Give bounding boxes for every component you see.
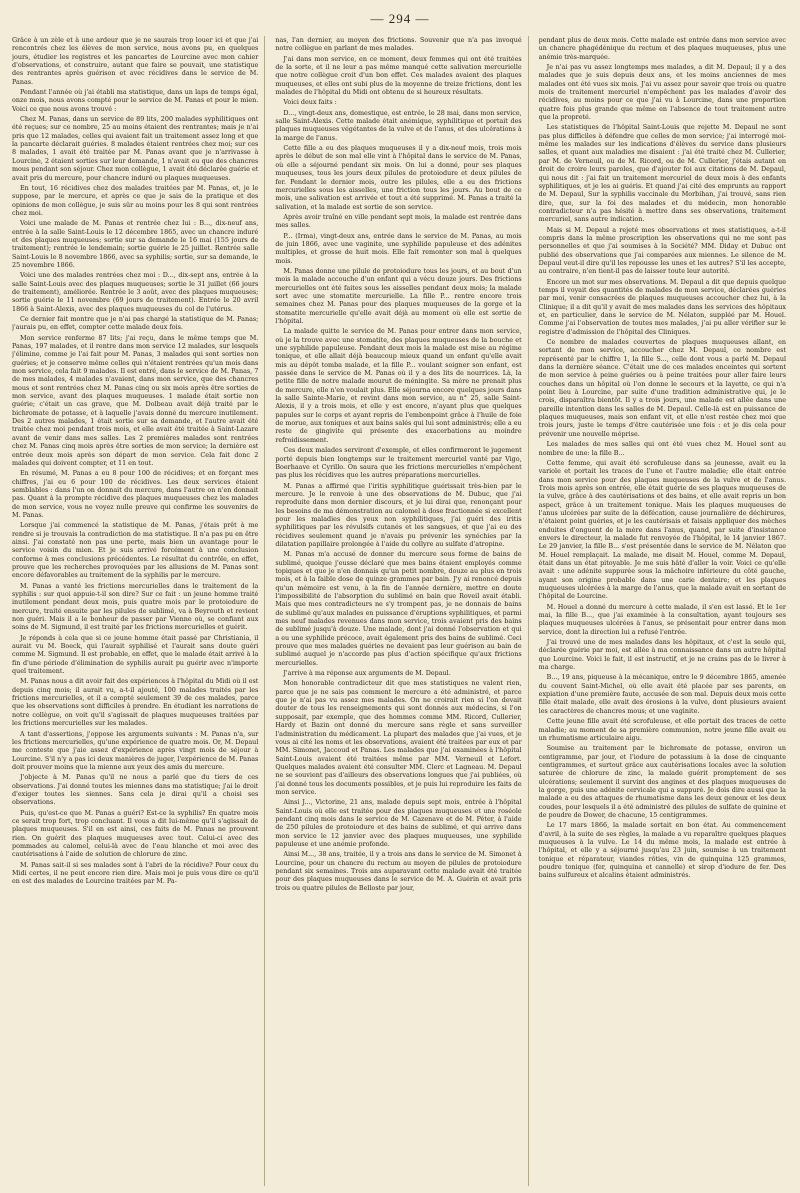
paragraph: Je n'ai pas vu assez longtemps mes malades, a dit M. Depaul; il y a des malades que je suis depuis deux ans, et les moins anciennes de mes malades ont été vues six mois. J'ai vu assez pour savoir que trois ou quatre mois de traitement mercuriel n'empêchent pas les malades d'avoir des récidives, au moins pour ce que j'ai vu à Lourcine, dans une proportion quatre fois plus grande que même en l'absence de tout traitement autre que la propreté. (538, 63, 786, 122)
paragraph: En tout, 16 récidives chez des malades traitées par M. Panas, et, je le suppose, par le mercure, et après ce que je sais de la pratique et des opinions de mon collègue, je suis sûr au moins pour les 8 qui sont rentrées chez moi. (12, 183, 259, 217)
text-columns (12, 36, 792, 1186)
page-number: — 294 — (370, 11, 430, 26)
paragraph: Lorsque j'ai commencé la statistique de M. Panas, j'étais prêt à me rendre si je trouvais la contradiction de ma statistique. Il n'a pas pu en être ainsi. J'ai constaté non pas une perte, mais bien un avantage pour le service voisin du mien. Et je suis arrivé forcément à une conclusion conforme à mes conclusions précédentes. Le résultat du contrôle, en effet, prouve que les recherches provoquées par les allusions de M. Panas sont encore défavorables au traitement de la syphilis par le mercure. (12, 521, 259, 580)
paragraph: Cette fille a eu des plaques muqueuses il y a dix-neuf mois, trois mois après le début de son mal elle vint à l'hôpital dans le service de M. Panas, où elle a séjourné pendant six mois. On lui a donné, pour ses plaques muqueuses, tous les jours deux pilules de protoiodure et deux pilules de fer. Pendant le dernier mois, outre les pilules, elle a eu des frictions mercurielles sous les aisselles, une friction tous les jours. Au bout de ce mois, une salivation est arrivée et tout a été supprimé. M. Panas a traité la salivation, et la malade est sortie de son service. (275, 144, 522, 211)
paragraph: La malade quitte le service de M. Panas pour entrer dans mon service, où je la trouve avec une stomatite, des plaques muqueuses de la bouche et une syphilide papuleuse. Pendant deux mois la malade est mise au régime tonique, et elle allait déjà beaucoup mieux quand un enfant qu'elle avait mis au dépôt tomba malade, et la fille P... voulant soigner son enfant, est passée dans le service de M. Panas où il y a des lits de nourrices. Là, la petite fille de notre malade mourut de méningite. Sa mère ne prenait plus de mercure, elle n'en voulait plus. Elle séjourna encore quelques jours dans la salle Sainte-Marie, et revint dans mon service, au n° 25, salle Saint-Alexis, il y a trois mois, et elle y est encore, n'ayant plus que quelques papules sur le corps et ayant repris de l'embonpoint grâce à l'huile de foie de morue, aux toniques et aux bains salés qui lui sont administrés; elle a eu reste de gingivite qui présente des exacerbations au moindre refroidissement. (275, 327, 522, 444)
paragraph: Pendant l'année où j'ai établi ma statistique, dans un laps de temps égal, onze mois, nous avons compté pour le service de M. Panas et pour le mien. Voici ce que nous avons trouvé : (12, 88, 259, 113)
paragraph: Voici une malade de M. Panas et rentrée chez lui : B..., dix-neuf ans, entrée à la salle Saint-Louis le 12 décembre 1865, avec un chancre induré et des plaques muqueuses; sortie sur sa demande le 16 mai (155 jours de traitement); rentrée le lendemain; sortie guérie le 25 juillet. Rentrée salle Saint-Louis le 8 novembre 1866, avec sa syphilis; sortie, sur sa demande, le 25 novembre 1866. (12, 219, 259, 269)
paragraph: Ce nombre de malades couvertes de plaques muqueuses allant, en sortant de mon service, accoucher chez M. Depaul, ce nombre est représenté par le chiffre 1, la fille S..., celle dont vous a parlé M. Depaul dans la dernière séance. C'était une de ces malades enceintes qui sortent de mon service à peine guéries ou à peine traitées pour aller faire leurs couches dans un hôpital où l'on donne le secours et la layette, ce qui n'a point lieu à Lourcine, par suite d'une tradition administrative qui, je le crois, disparaîtra bientôt. Il y a trois jours, une malade est allée dans une pareille intention dans les salles de M. Depaul. Celle-là est en puissance de plaques muqueuses, mais son enfant vit, et elle n'est restée chez moi que trois jours, juste le temps d'être cautérisée une fois : et je dis cela pour prévenir une nouvelle méprise. (538, 338, 786, 438)
paragraph: A tant d'assertions, j'oppose les arguments suivants : M. Panas n'a, sur les frictions mercurielles, qu'une expérience de quatre mois. Or, M. Depaul me conteste que j'aie assez d'expérience après vingt mois de séjour à Lourcine. S'il n'y a pas ici deux manières de juger, l'expérience de M. Panas doit prouver moins que la mienne aux yeux des amis du mercure. (12, 729, 259, 771)
paragraph: M. Panas sait-il si ses malades sont à l'abri de la récidive? Pour ceux du Midi certes, il ne peut encore rien dire. Mais moi je puis vous dire ce qu'il en est des malades de Lourcine traitées par M. Pa- (12, 860, 259, 886)
paragraph: Grâce à un zèle et à une ardeur que je ne saurais trop louer ici et que j'ai rencontrés chez les élèves de mon service, nous avons pu, en quelques jours, étudier les registres et les pancartes de Lourcine avec mon cahier d'observations, et construire, autant que faire se pouvait, une statistique des rentrantes après guérison et avec récidives dans le service de M. Panas. (12, 36, 259, 86)
paragraph: Ainsi M..., 38 ans, traitée, il y a trois ans dans le service de M. Simonet à Lourcine, pour un chancre du rectum au moyen de pilules de protoiodure pendant six semaines. Trois ans auparavant cette malade avait été traitée pour des plaques muqueuses dans le service de M. A. Guérin et avait pris trois ou quatre pilules de Belloste par jour, (275, 850, 522, 892)
paragraph: Cette jeune fille avait été scrofuleuse, et elle portait des traces de cette maladie; au moment de sa première communion, notre jeune fille avait eu un rhumatisme articulaire aigu. (538, 717, 786, 742)
page-header (0, 8, 800, 30)
column-middle (275, 36, 528, 1186)
paragraph: Mon service renferme 87 lits; j'ai reçu, dans le même temps que M. Panas, 197 malades, et il rentre dans mon service 12 malades, sur lesquels j'élimine, comme je l'ai fait pour M. Panas, 3 malades qui sont sorties non guéries; et je conserve même celles qui n'étaient rentrées qu'un mois dans mon service, cela fait 9 malades. Il est entré, dans le service de M. Panas, 7 de mes malades, 4 malades n'avaient, dans mon service, que des chancres mous et sont rentrées chez M. Panas cinq ou six mois après être sorties de mon service, avant des plaques muqueuses. 1 malade était sortie non guérie; c'était un cas grave, que M. Dolbeau avait déjà traité par le bichromate de potasse, et à laquelle j'avais donné du mercure inutilement. Des 2 autres malades, 1 était sortie sur sa demande, et l'autre avait été traitée chez moi pendant trois mois, et elle avait été traitée à Saint-Lazare avant de venir dans mes salles. Les 2 premières malades sont rentrées chez M. Panas cinq mois après être sorties de mon service; la dernière est entrée deux mois après son départ de mon service. Cela fait donc 2 malades qui doivent compter, et 11 en tout. (12, 333, 259, 467)
paragraph: Chez M. Panas, dans un service de 89 lits, 200 malades syphilitiques ont été reçues; sur ce nombre, 25 au moins étaient des rentrantes; mais je n'ai pris que 12 malades, celles qui avaient fait un traitement assez long et que la pancarte déclarait guéries. 8 malades étaient rentrées chez moi; sur ces 8 malades, 1 avait été traitée par M. Panas avant que je n'arrivasse à Lourcine, 2 étaient sorties sur leur demande, 1 n'avait eu que des chancres mous pendant son séjour. Chez mon collègue, 1 avait été déclarée guérie et avait pris du mercure, pour chancre induré ou plaques muqueuses. (12, 115, 259, 182)
column-left (12, 36, 265, 1186)
paragraph: J'ai trouvé une de mes malades dans les hôpitaux, et c'est la seule qui, déclarée guérie par moi, est allée à ma connaissance dans un autre hôpital que Lourcine. Voici le fait, il est instructif, et je ne crains pas de le livrer à ma charge. (538, 638, 786, 672)
paragraph: J'objecte à M. Panas qu'il ne nous a parlé que du tiers de ces observations. J'ai donné toutes les miennes dans ma statistique; j'ai le droit d'exiger toutes les siennes. Sans cela je dirai qu'il a choisi ses observations. (12, 773, 259, 807)
paragraph: Ainsi J..., Victorine, 21 ans, malade depuis sept mois, entrée à l'hôpital Saint-Louis où elle est traitée pour des plaques muqueuses et une roséole pendant cinq mois dans le service de M. Cazenave et de M. Péter, à l'aide de 250 pilules de protoiodure et des bains de sublimé, et qui arrive dans mon service le 12 janvier avec des plaques muqueuses, une syphilide papuleuse et une anémie profonde. (275, 798, 522, 848)
paragraph: M. Panas nous a dit avoir fait des expériences à l'hôpital du Midi où il est depuis cinq mois; il aurait vu, a-t-il ajouté, 100 malades traités par les frictions mercurielles, et il a compté seulement 39 de ces malades, parce que les observations sont difficiles à prendre. En étudiant les narrations de notre collègue, on voit qu'il s'agissait de plaques muqueuses traitées par les frictions mercurielles sur les malades. (12, 677, 259, 728)
paragraph: Les statistiques de l'hôpital Saint-Louis que rejette M. Depaul ne sont pas plus difficiles à défendre que celles de mon service; j'ai interrogé moi-même les malades sur les indications d'élèves du service dans plusieurs salles, et quant aux maladies me disaient : j'ai été traité chez M. Cullerier, par M. de Verneuil, ou de M. Ricord, ou de M. Cullerier, j'étais autant en droit de croire leurs paroles, que d'ajouter foi aux citations de M. Depaul, qui nous dit : j'ai fait un traitement mercuriel de deux mois à des enfants syphilitiques, et je les ai guéris. Et quand j'ai cité des emprunts au rapport de M. Depaul, Sur la syphilis vaccinale du Morbihan, j'ai trouvé, sans rien dire, que, sur la foi des malades et du médecin, mon honorable contradicteur n'a pas hésité à mettre dans ses observations, traitement mercuriel, sans autre indication. (538, 123, 786, 224)
paragraph: P... (Irma), vingt-deux ans, entrée dans le service de M. Panas, au mois de juin 1866, avec une vaginite, une syphilide papuleuse et des adénites multiples, et grosse de huit mois. Elle fait remonter son mal à quelques mois. (275, 231, 522, 265)
paragraph: Les malades de mes salles qui ont été vues chez M. Houel sont au nombre de une: la fille B... (538, 440, 786, 457)
paragraph: Mais si M. Depaul a rejeté mes observations et mes statistiques, a-t-il compris dans la même proscription les observations qui ne me sont pas personnelles et que j'ai soumises à la Société? MM. Diday et Dubuc ont publié des observations que j'ai comparées aux miennes. Le silence de M. Depaul veut-il dire qu'il les repousse les unes et les autres? S'il les accepte, au contraire, n'en tient-il pas de laisser toute leur autorité. (538, 225, 786, 276)
paragraph: Ces deux malades serviront d'exemple, et elles confirmeront le jugement porté depuis bien longtemps sur le traitement mercuriel vanté par Vigo, Boerhaave et Cyrillo. On saura que les frictions mercurielles n'empêchent pas plus les récidives que les autres préparations mercurielles. (275, 446, 522, 480)
paragraph: pendant plus de deux mois. Cette malade est entrée dans mon service avec un chancre phagédénique du rectum et des plaques muqueuses, plus une anémie très-marquée. (538, 36, 786, 61)
paragraph: Voici deux faits : (283, 98, 337, 107)
column-right (539, 36, 792, 1186)
paragraph: Encore un mot sur mes observations. M. Depaul a dit que depuis quelque temps il voyait des quantités de malades de mon service, déclarées guéries par moi, venir consacrées de plaques muqueuses accoucher chez lui, à la Clinique; il a dit qu'il y avait de mes malades dans les services des hôpitaux et, en particulier, dans le service de M. Nélaton, suppléé par M. Houel. Comme j'ai l'observation de toutes mes malades, j'ai pu aller vérifier sur le registre d'admission de l'hôpital des Cliniques. (538, 277, 786, 336)
paragraph: B..., 19 ans, piqueuse à la mécanique, entre le 9 décembre 1865, amenée du couvent Saint-Michel, où elle avait été placée par ses parents, en expiation d'une première faute, accusée de son mal. Depuis deux mois cette fille était malade, elle avait des érosions à la vulve, dont plusieurs avaient les caractères de chancres mous; et une vaginite. (538, 673, 786, 715)
paragraph: M. Panas a vanté les frictions mercurielles dans le traitement de la syphilis : sur quoi appuie-t-il son dire? Sur ce fait : un jeune homme traité inutilement pendant deux mois, puis quatre mois par le protoiodure de mercure, traité ensuite par les pilules de sublimé, va à Beyrouth et revient non guéri. Mais il a le bonheur de passer par Vienne où, se confiant aux soins de M. Sigmund, il est traité par les frictions mercurielles et guérit. (12, 581, 259, 632)
paragraph: J'arrive à ma réponse aux arguments de M. Depaul. (283, 669, 451, 678)
paragraph: M. Panas m'a accusé de donner du mercure sous forme de bains de sublimé, quoique j'eusse déclaré que mes bains étaient employés comme topiques et que je n'en donnais qu'un petit nombre, douze au plus en trois mois, et à la faible dose de quinze grammes par bain. J'y ai renoncé depuis qu'un mémoire est venu, à la fin de l'année dernière, mettre en doute l'impossibilité de l'absorption du sublimé en bain que Roveil avait établi. Mais que mes contradicteurs ne s'y trompent pas, je ne donnais de bains de sublimé qu'aux malades en puissance d'éruptions syphilitiques, et parmi mes neuf malades revenues dans mon service, trois avaient pris des bains de sublimé jusqu'à douze. Une malade, dont j'ai donné l'observation et qui a eu une syphilide précoce, avait également pris des bains de sublimé. Ceci prouve que mes malades guéries ne devaient pas leur guérison au bain de sublimé auquel je n'accorde pas plus d'action spécifique qu'aux frictions mercurielles. (275, 550, 522, 667)
paragraph: M. Panas a affirmé que l'iritis syphilitique guérissait très-bien par le mercure. Je le renvoie à une des observations de M. Dubuc, que j'ai reproduite dans mon dernier discours, et je lui dirai que, renonçant pour les besoins de ma démonstration au calomel à dose fractionnée si excellent pour les maladies des yeux non syphilitiques, j'ai guéri des iritis syphilitiques par les révulsifs cutanés et les sangsues, et que j'ai eu des récidives seulement quand je n'avais pu prévenir les synéchies par la dilatation papillaire prolongée à l'aide du collyre au sulfate d'atropine. (275, 481, 522, 548)
paragraph: M. Houel a donné du mercure à cette malade, il s'en est lassé. Et le 1er mai, la fille B..., que j'ai examinée à la consultation, ayant toujours ses plaques muqueuses ulcérées à l'anus, se présentait pour entrer dans mon service, dont la direction lui a refusé l'entrée. (538, 602, 786, 636)
paragraph: En résumé, M. Panas a eu 8 pour 100 de récidives; et en forçant mes chiffres, j'ai eu 6 pour 100 de récidives. Les deux services étaient semblables : dans l'un on donnait du mercure, dans l'autre on n'en donnait pas. Quant à la prompte récidive des plaques muqueuses chez les malades de mon service, vous ne voyez nulle preuve qui confirme les souvenirs de M. Panas. (12, 469, 259, 519)
paragraph: Puis, qu'est-ce que M. Panas a guéri? Est-ce la syphilis? En quatre mois ce serait trop fort, trop concluant. Il vous a dit lui-même qu'il s'agissait de plaques muqueuses. S'il en est ainsi, ces faits de M. Panas ne prouvent rien. On guérit des plaques muqueuses avec tout. Celui-ci avec des pommades au calomel, celui-là avec de l'eau blanche et moi avec des cautérisations à l'aide de solution de chlorure de zinc. (12, 808, 259, 859)
paragraph: nas, l'an dernier, au moyen des frictions. Souvenir que n'a pas invoqué notre collègue en parlant de mes malades. (275, 36, 522, 53)
paragraph: Soumise au traitement par le bichromate de potasse, environ un centigramme, par jour, et l'iodure de potassium à la dose de cinquante centigrammes, et surtout grâce aux cautérisations locales avec la solution saturée de chlorure de zinc, la malade guérit promptement de ses ulcérations; seulement il survint des angines et des plaques muqueuses de la gorge, puis une adénite cervicale qui a suppuré. Je dois dire aussi que la malade a eu des attaques de rhumatisme dans les deux genoux et les deux coudes, pour lesquels il a été administré des pilules de sulfate de quinine et de poudre de Dower, de chacune, 15 centigrammes. (538, 744, 786, 819)
paragraph: Après avoir traîné en ville pendant sept mois, la malade est rentrée dans mes salles. (275, 212, 522, 230)
paragraph: Voici une des malades rentrées chez moi : D..., dix-sept ans, entrée à la salle Saint-Louis avec des plaques muqueuses; sortie le 31 juillet (66 jours de traitement), améliorée. Rentrée le 3 août, avec des plaques muqueuses; sortie guérie le 11 novembre (69 jours de traitement). Entrée le 20 avril 1866 à Saint-Alexis, avec des plaques muqueuses du col de l'utérus. (12, 271, 259, 313)
paragraph: Cette femme, qui avait été scrofuleuse dans sa jeunesse, avait eu la variole et portait les traces de l'une et l'autre maladie; elle était entrée dans mon service pour des plaques muqueuses de la vulve et de l'anus. Trois mois après son entrée, elle était guérie de ses plaques muqueuses de la vulve, grâce à des cautérisations et des bains, et elle avait repris un bon aspect, grâce à un traitement tonique. Mais les plaques muqueuses de l'anus ulcérées par suite de la défécation, cause journalière de déchirures, n'étaient point guéries, et je les cautérisais et faisais appliquer des mèches enduites d'onguent de la mère dans l'anus, quand, par suite d'insistance envers le directeur, la malade fut renvoyée de l'hôpital, le 14 janvier 1867. Le 29 janvier, la fille B... s'est présentée dans le service de M. Nélaton que M. Houel remplaçait. La malade, me disait M. Houel, comme M. Depaul, était dans un état pitoyable. Je me suis hâté d'aller la voir. Voici ce qu'elle avait : une adénite suppurée sous la mâchoire inférieure du côté gauche, ayant son origine probable dans une carie dentaire; et les plaques muqueuses ulcérées à la marge de l'anus, que la malade avait en sortant de l'hôpital de Lourcine. (538, 458, 786, 601)
paragraph: Je réponds à cela que si ce jeune homme était passé par Christiania, il aurait vu M. Boeck, qui l'aurait syphilisé et l'aurait sans doute guéri comme M. Sigmund. Il est probable, en effet, que le malade était arrivé à la fin d'une période d'élimination de syphilis aurait pu guérir avec n'importe quel traitement. (12, 633, 259, 676)
paragraph: D..., vingt-deux ans, domestique, est entrée, le 28 mai, dans mon service, salle Saint-Alexis. Cette malade était anémique, syphilitique et portait des plaques muqueuses végétantes de la vulve et de l'anus, et des ulcérations à la marge de l'anus. (275, 108, 522, 142)
paragraph: Ce dernier fait montre que je n'ai pas chargé la statistique de M. Panas; j'aurais pu, en effet, compter cette malade deux fois. (12, 315, 259, 332)
paragraph: Mon honorable contradicteur dit que mes statistiques ne valent rien, parce que je ne sais pas comment le mercure a été administré, et parce que je n'ai pas vu assez mes malades. On ne croirait rien si l'on devait douter de tous les renseignements qui sont donnés aux médecins, si l'on supposait, par exemple, que des hommes comme MM. Ricord, Cullerier, Hardy et Bazin ont donné du mercure sans règle et sans surveiller l'administration du médicament. La plupart des malades que j'ai vues, et je vous ai cité les noms et les observations, avaient été traitées par eux et par MM. Simonet, Jaccoud et Panas. Les malades que j'ai examinées à l'hôpital Saint-Louis avaient été traitées même par MM. Verneuil et Lefort. Quelques malades avaient été consulter MM. Clerc et Lagneau. M. Depaul ne se souvient pas d'ailleurs des observations longues que j'ai publiées, où j'ai donné tous les documents possibles, et je puis lui reproduire les faits de mon service. (275, 679, 522, 796)
paragraph: Le 17 mars 1866, la malade sortait en bon état. Au commencement d'avril, à la suite de ses règles, la malade a vu reparaître quelques plaques muqueuses à la vulve. Le 14 du même mois, la malade est entrée à l'hôpital, et elle y a séjourné jusqu'au 23 juin, soumise à un traitement tonique et réparateur, viandes rôties, vin de quinquina 125 grammes, poudre tonique (fer, quinquina et cannelle) et sirop d'iodure de fer. Des bains sulfureux et alcalins étaient administrés. (538, 821, 786, 880)
paragraph: M. Panas donne une pilule de protoiodure tous les jours, et au bout d'un mois la malade accouche d'un enfant qui a vécu douze jours. Des frictions mercurielles ont été faites sous les aisselles pendant deux mois; la malade sort avec une stomatite mercurielle. La fille P... rentre encore trois semaines chez M. Panas pour des plaques muqueuses de la gorge et la stomatite mercurielle qu'elle avait déjà au moment où elle est sortie de l'hôpital. (275, 266, 522, 325)
paragraph: J'ai dans mon service, en ce moment, deux femmes qui ont été traitées de la sorte, et il ne leur a pas même manqué cette salivation mercurielle que notre collègue croit d'un bon effet. Ces malades avaient des plaques muqueuses, et elles ont subi plus de la moyenne de treize frictions, dont les malades de l'hôpital du Midi ont obtenu de si heureux résultats. (275, 54, 522, 97)
